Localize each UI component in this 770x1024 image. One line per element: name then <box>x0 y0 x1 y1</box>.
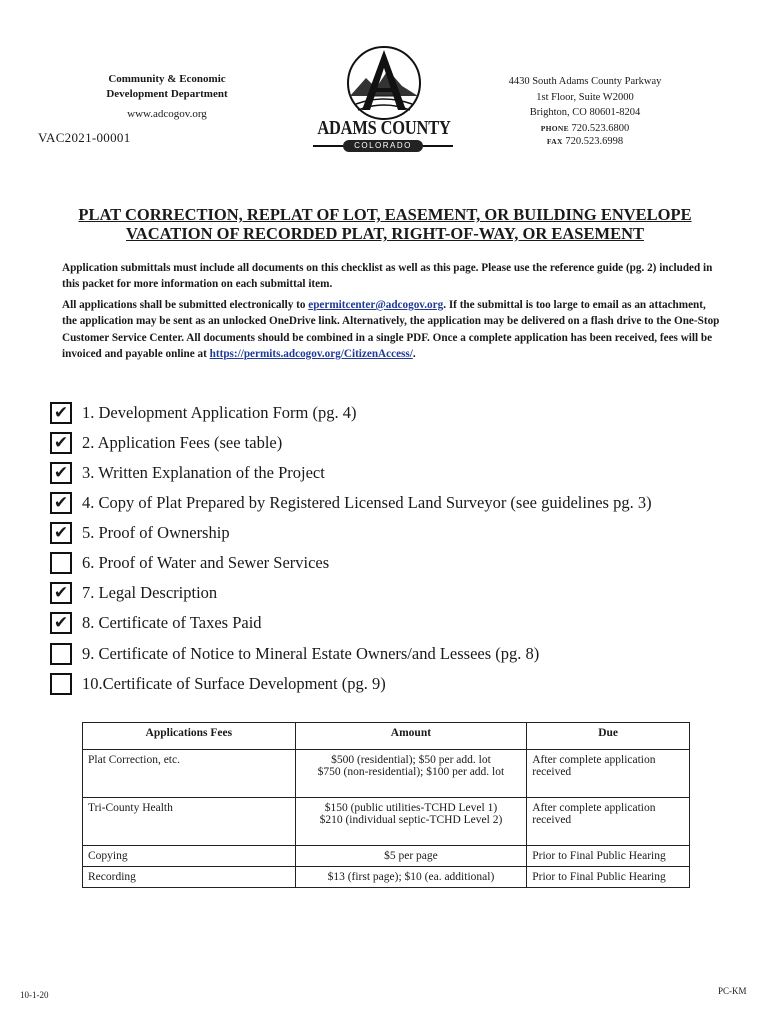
checklist-label: 4. Copy of Plat Prepared by Registered Licensed Land Surveyor (see guidelines pg. 3) <box>82 493 652 512</box>
fee-amount-line: $500 (residential); $50 per add. lot <box>331 754 491 766</box>
table-row <box>83 798 690 846</box>
column-header: Amount <box>295 723 527 750</box>
fee-due-cell <box>527 798 690 846</box>
address-line-3: Brighton, CO 80601-8204 <box>529 107 641 118</box>
p2-text-start: All applications shall be submitted electronically to <box>62 299 309 311</box>
phone-number: 720.523.6800 <box>571 122 630 134</box>
county-name: ADAMS COUNTY <box>317 117 451 139</box>
state-label: COLORADO <box>343 140 423 152</box>
checkbox[interactable] <box>50 552 72 574</box>
checkbox[interactable]: ✔ <box>50 402 72 424</box>
checklist-label: 2. Application Fees (see table) <box>82 433 283 452</box>
fee-name-cell: Tri-County Health <box>83 798 296 846</box>
checklist-label: 5. Proof of Ownership <box>82 523 230 542</box>
title-line-2: VACATION OF RECORDED PLAT, RIGHT-OF-WAY, OR EASEMENT <box>126 224 644 243</box>
fees-table <box>82 722 690 888</box>
fee-amount-line: $150 (public utilities-TCHD Level 1) <box>324 802 498 814</box>
checkbox[interactable]: ✔ <box>50 432 72 454</box>
fee-amount-cell <box>295 798 527 846</box>
fee-amount-cell: $13 (first page); $10 (ea. additional) <box>295 867 527 888</box>
fax-label: FAX <box>546 137 563 146</box>
checklist-label: 10.Certificate of Surface Development (pg. 9) <box>82 674 386 693</box>
fee-amount-cell <box>295 750 527 798</box>
checklist-item <box>50 580 750 606</box>
checklist-item <box>50 671 750 697</box>
checklist-item <box>50 430 750 456</box>
intro-paragraph-1: Application submittals must include all documents on this checklist as well as this page. Please use the reference guide (pg. 2) included in this packet for more information on each submittal item. <box>62 262 713 291</box>
address-block <box>505 74 665 148</box>
form-code: PC-KM <box>718 986 747 996</box>
fee-name-cell: Recording <box>83 867 296 888</box>
checkbox[interactable]: ✔ <box>50 522 72 544</box>
table-row <box>83 846 690 867</box>
phone-line <box>505 121 665 137</box>
department-line-2: Development Department <box>106 88 228 100</box>
checklist-label: 3. Written Explanation of the Project <box>82 463 325 482</box>
checklist-item <box>50 550 750 576</box>
checkbox[interactable]: ✔ <box>50 582 72 604</box>
checkbox[interactable]: ✔ <box>50 612 72 634</box>
fee-name-cell: Plat Correction, etc. <box>83 750 296 798</box>
column-header: Applications Fees <box>83 723 296 750</box>
fee-name-cell: Copying <box>83 846 296 867</box>
checkbox[interactable]: ✔ <box>50 492 72 514</box>
checklist-label: 9. Certificate of Notice to Mineral Estate Owners/and Lessees (pg. 8) <box>82 644 540 663</box>
checklist-item <box>50 400 750 426</box>
intro-paragraph-2 <box>62 297 722 362</box>
phone-label: PHONE <box>540 123 569 133</box>
address-line-1: 4430 South Adams County Parkway <box>508 76 662 87</box>
checkbox[interactable] <box>50 673 72 695</box>
fee-due-line: After complete application <box>532 802 656 814</box>
email-link[interactable]: epermitcenter@adcogov.org <box>308 299 444 311</box>
checkbox[interactable] <box>50 643 72 665</box>
checklist-item <box>50 520 750 546</box>
fax-line <box>505 136 665 148</box>
fee-due-cell: Prior to Final Public Hearing <box>527 867 690 888</box>
p2-text-middle: . If the submittal is too large to email as an attachment, the application may be sent as an unlocked OneDrive link. Alternatively, the application may be delivered on a flash drive to the One-Stop Customer Service Center. All documents should be combined in a single PDF. Once a complete application has been received, fees will be invoiced and payable online at <box>62 299 720 360</box>
checklist-label: 1. Development Application Form (pg. 4) <box>82 403 357 422</box>
table-header-row <box>83 723 690 750</box>
case-number: VAC2021-00001 <box>38 130 131 145</box>
fee-due-line: After complete application <box>532 754 656 766</box>
checkbox[interactable]: ✔ <box>50 462 72 484</box>
checklist-label: 6. Proof of Water and Sewer Services <box>82 553 330 572</box>
state-banner <box>313 140 453 152</box>
fee-due-line: received <box>532 766 572 778</box>
checklist-item <box>50 641 750 667</box>
checklist-item <box>50 460 750 486</box>
column-header: Due <box>527 723 690 750</box>
checklist-label: 7. Legal Description <box>82 583 218 602</box>
address-line-2: 1st Floor, Suite W2000 <box>536 91 634 103</box>
fax-number: 720.523.6998 <box>565 136 624 147</box>
title-line-1: PLAT CORRECTION, REPLAT OF LOT, EASEMENT, OR BUILDING ENVELOPE <box>78 205 692 224</box>
p2-text-end: . <box>412 347 416 360</box>
department-name <box>72 72 262 102</box>
fee-amount-cell: $5 per page <box>295 846 527 867</box>
fee-amount-line: $210 (individual septic-TCHD Level 2) <box>319 814 503 826</box>
website-text: www.adcogov.org <box>127 108 207 120</box>
revision-date: 10-1-20 <box>20 990 49 1000</box>
fee-due-line: received <box>532 814 572 826</box>
table-row <box>83 750 690 798</box>
fee-amount-line: $750 (non-residential); $100 per add. lot <box>317 766 505 778</box>
checklist-item <box>50 490 750 516</box>
fee-due-cell <box>527 750 690 798</box>
table-row <box>83 867 690 888</box>
document-title <box>40 205 730 243</box>
fee-due-cell: Prior to Final Public Hearing <box>527 846 690 867</box>
department-line-1: Community & Economic <box>108 73 226 85</box>
citizen-access-link[interactable]: https://permits.adcogov.org/CitizenAccess/ <box>209 347 413 360</box>
checklist-label: 8. Certificate of Taxes Paid <box>82 613 262 632</box>
checklist-item <box>50 610 750 636</box>
county-seal-logo <box>334 44 434 122</box>
